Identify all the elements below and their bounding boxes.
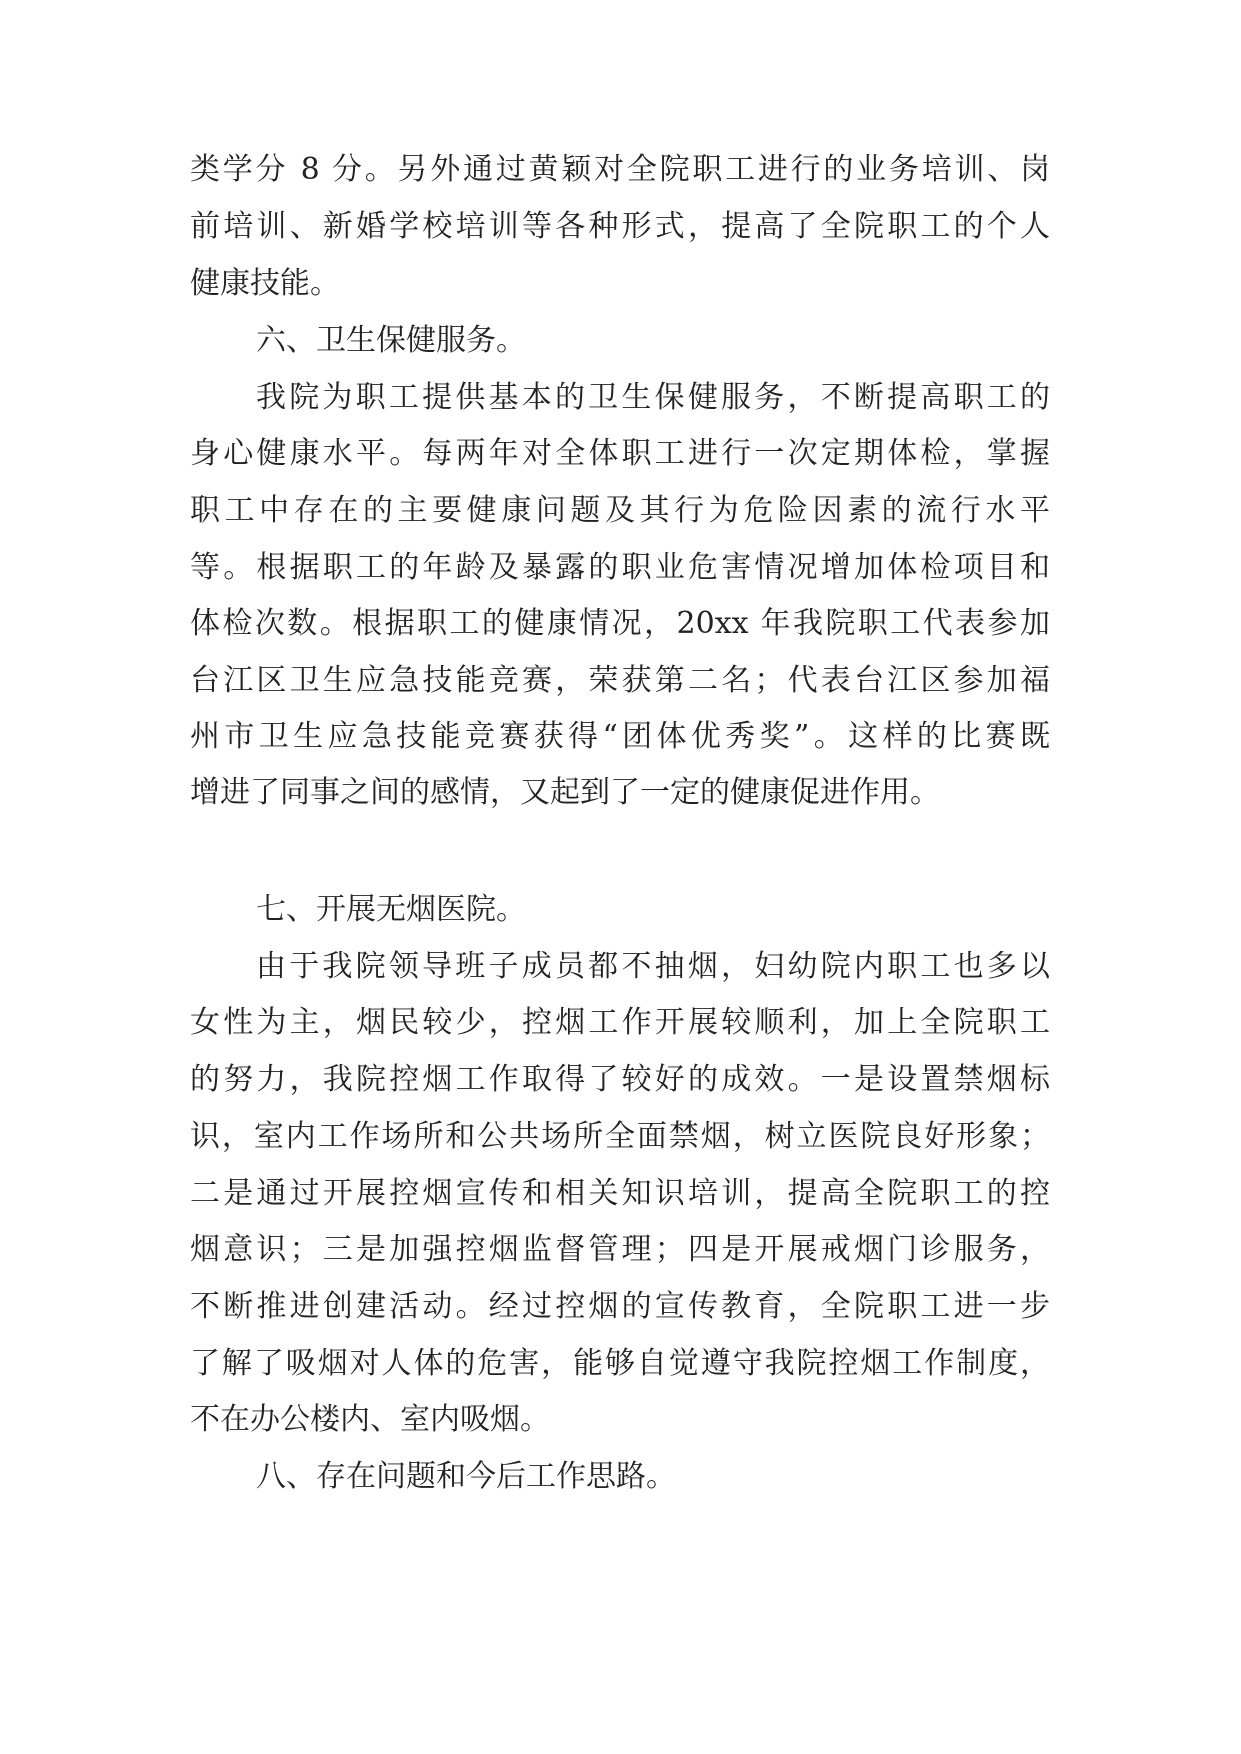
text-line: 识，室内工作场所和公共场所全面禁烟，树立医院良好形象； (190, 1119, 1050, 1154)
text-line: 等。根据职工的年龄及暴露的职业危害情况增加体检项目和 (190, 550, 1050, 585)
text-line: 的努力，我院控烟工作取得了较好的成效。一是设置禁烟标 (190, 1062, 1050, 1097)
text-line: 二是通过开展控烟宣传和相关知识培训，提高全院职工的控 (190, 1176, 1050, 1211)
text-line: 由于我院领导班子成员都不抽烟，妇幼院内职工也多以 (256, 949, 1050, 984)
text-line: 女性为主，烟民较少，控烟工作开展较顺利，加上全院职工 (190, 1005, 1050, 1040)
text-line: 不在办公楼内、室内吸烟。 (190, 1402, 550, 1437)
text-line: 台江区卫生应急技能竞赛，荣获第二名；代表台江区参加福 (190, 663, 1050, 698)
text-line: 烟意识；三是加强控烟监督管理；四是开展戒烟门诊服务， (190, 1232, 1050, 1267)
section-heading: 八、存在问题和今后工作思路。 (256, 1459, 676, 1494)
text-line: 了解了吸烟对人体的危害，能够自觉遵守我院控烟工作制度， (190, 1346, 1050, 1381)
text-line: 健康技能。 (190, 266, 340, 301)
section-heading: 六、卫生保健服务。 (256, 323, 526, 358)
section-heading: 七、开展无烟医院。 (256, 892, 526, 927)
text-line: 类学分 8 分。另外通过黄颖对全院职工进行的业务培训、岗 (190, 152, 1050, 187)
text-line: 我院为职工提供基本的卫生保健服务，不断提高职工的 (256, 380, 1050, 415)
text-line: 身心健康水平。每两年对全体职工进行一次定期体检，掌握 (190, 436, 1050, 471)
text-line: 增进了同事之间的感情，又起到了一定的健康促进作用。 (190, 775, 940, 810)
text-line: 州市卫生应急技能竞赛获得“团体优秀奖”。这样的比赛既 (190, 719, 1050, 754)
text-line: 前培训、新婚学校培训等各种形式，提高了全院职工的个人 (190, 209, 1050, 244)
text-line: 不断推进创建活动。经过控烟的宣传教育，全院职工进一步 (190, 1289, 1050, 1324)
text-line: 体检次数。根据职工的健康情况，20xx 年我院职工代表参加 (190, 606, 1050, 641)
text-line: 职工中存在的主要健康问题及其行为危险因素的流行水平 (190, 493, 1050, 528)
